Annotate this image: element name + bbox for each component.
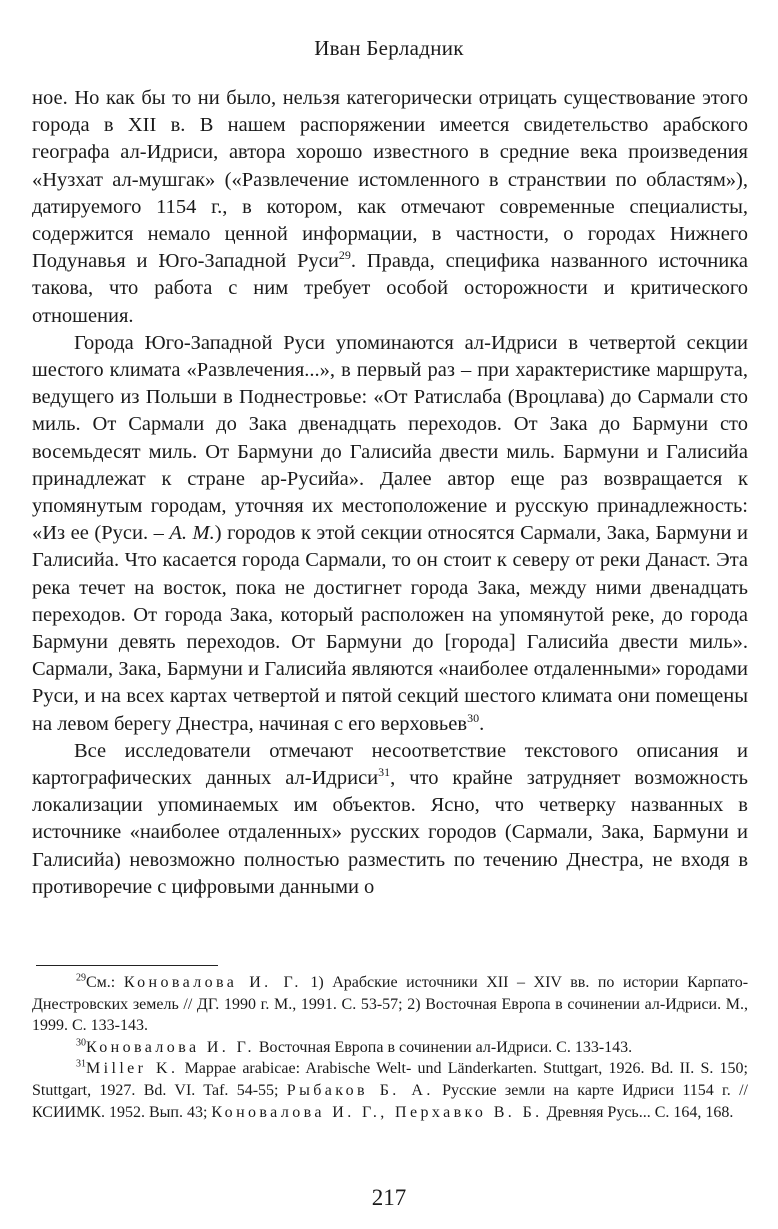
- footnote-number: 31: [76, 1059, 86, 1071]
- paragraph-text: Все исследователи отмечают несоответствие текстового описания и картографических данных ал-Идриси: [32, 739, 748, 790]
- footnote-ref[interactable]: 30: [467, 710, 480, 725]
- paragraph-text: . Правда, специфика названного источника такова, что работа с ним требует особой осторожности и критического отношения.: [32, 250, 748, 327]
- footnote-author: Коновалова И. Г.: [123, 974, 302, 991]
- footnote-separator: [36, 965, 218, 966]
- footnote: [32, 1037, 748, 1059]
- footnote-author: Коновалова И. Г., Перхавко В. Б.: [211, 1103, 543, 1121]
- footnote-text: 1) Арабские источники XII – XIV вв. по истории Карпато-Днестровских земель // ДГ. 1990 г. М., 1991. С. 53-57; 2) Восточная Европа в сочинении ал-Идриси. М., 1999. С. 133-143.: [32, 974, 749, 1035]
- footnotes: [32, 972, 748, 1123]
- footnote-ref[interactable]: 31: [378, 765, 391, 780]
- paragraph-text: .: [479, 712, 485, 735]
- footnote: [32, 972, 748, 1037]
- paragraph: [32, 738, 748, 901]
- footnote-text: Древняя Русь... С. 164, 168.: [546, 1103, 734, 1121]
- footnote-text: Восточная Европа в сочинении ал-Идриси. С. 133-143.: [258, 1038, 633, 1056]
- running-header: Иван Берладник: [314, 36, 464, 60]
- footnote: [32, 1058, 748, 1123]
- paragraph-text: Города Юго-Западной Руси упоминаются ал-Идриси в четвертой секции шестого климата «Развлечения...», в первый раз – при характеристике маршрута, ведущего из Польши в Поднестровье: «От Ратислаба (Вроцлава) до Сармали сто миль. От Сармали до Зака двенадцать переходов. От Зака до Бармуни сто восемьдесят миль. От Бармуни до Галисийа двести миль. Бармуни и Галисийа принадлежат к стране ар-Русийа». Далее автор еще раз возвращается к упомянутым городам, уточняя их местоположение и русскую принадлежность: «Из ее (Руси. –: [32, 331, 748, 545]
- footnote-text: См.:: [86, 974, 116, 991]
- author-initials: А. М.: [169, 522, 215, 545]
- footnote-number: 30: [76, 1037, 86, 1049]
- paragraph: [32, 85, 748, 330]
- page-number: 217: [371, 1185, 407, 1210]
- footnote-text: Русские земли на карте Идриси 1154 г. // КСИИМК. 1952. Вып. 43;: [32, 1081, 749, 1121]
- footnote-author: Рыбаков Б. А.: [286, 1081, 434, 1099]
- main-text: [32, 85, 748, 901]
- paragraph-text: ) городов к этой секции относятся Сармали, Зака, Бармуни и Галисийа. Что касается города Сармали, то он стоит к северу от реки Данаст. Эта река течет на восток, пока не достигнет города Зака, между ними двенадцать переходов. От города Зака, который расположен на упомянутой реке, до города Бармуни девять переходов. От Бармуни до [города] Галисийа двести миль». Сармали, Зака, Бармуни и Галисийа являются «наиболее отдаленными» городами Руси, и на всех картах четвертой и пятой секций шестого климата они помещены на левом берегу Днестра, начиная с его верховьев: [32, 522, 748, 735]
- footnote-author: Miller K.: [86, 1060, 179, 1078]
- footnote-number: 29: [76, 972, 86, 984]
- footnote-author: Коновалова И. Г.: [86, 1038, 255, 1056]
- paragraph: [32, 330, 748, 738]
- paragraph-text: ное. Но как бы то ни было, нельзя категорически отрицать существование этого города в XII в. В нашем распоряжении имеется свидетельство арабского географа ал-Идриси, автора хорошо известного в средние века произведения «Нузхат ал-мушгак» («Развлечение истомленного в странствии по областям»), датируемого 1154 г., в котором, как отмечают современные специалисты, содержится немало ценной информации, в частности, о городах Нижнего Подунавья и Юго-Западной Руси: [32, 87, 748, 273]
- footnote-ref[interactable]: 29: [338, 248, 351, 263]
- paragraph-text: , что крайне затрудняет возможность локализации упоминаемых им объектов. Ясно, что четверку названных в источнике «наиболее отдаленных» русских городов (Сармали, Зака, Бармуни и Галисийа) невозможно полностью разместить по течению Днестра, не входя в противоречие с цифровыми данными о: [32, 767, 748, 898]
- footnote-text: Mappae arabicae: Arabische Welt- und Länderkarten. Stuttgart, 1926. Bd. II. S. 150; Stuttgart, 1927. Bd. VI. Taf. 54-55;: [32, 1060, 749, 1099]
